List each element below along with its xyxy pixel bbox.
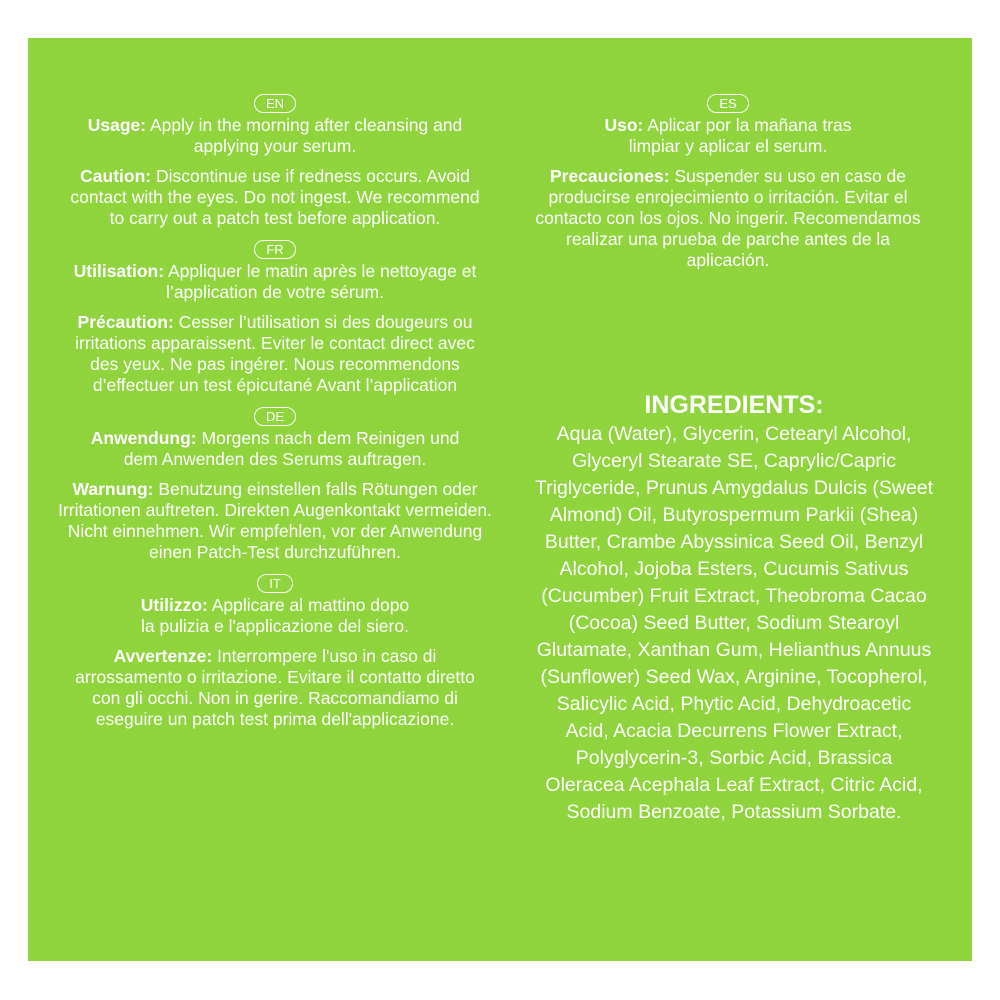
usage-fr <box>50 261 500 303</box>
caution-text-fr: Cesser l’utilisation si des dougeurs ou irritations apparaissent. Eviter le contact direct avec des yeux. Ne pas ingérer. Nous recommendons d’effectuer un test épicutané Avant l’application <box>75 312 475 395</box>
usage-label-de: Anwendung: <box>90 428 197 448</box>
right-column <box>528 92 928 280</box>
section-en <box>50 92 500 229</box>
section-es <box>528 92 928 271</box>
usage-label-it: Utilizzo: <box>140 595 208 615</box>
usage-text-it: Applicare al mattino dopo la pulizia e l'applicazione del siero. <box>141 595 410 636</box>
caution-label-fr: Précaution: <box>77 312 174 332</box>
ingredients-title: INGREDIENTS: <box>644 391 824 419</box>
usage-text-en: Apply in the morning after cleansing and applying your serum. <box>146 115 463 156</box>
caution-text-it: Interrompere l'uso in caso di arrossamento o irritazione. Evitare il contatto diretto con gli occhi. Non in gerire. Raccomandiamo di eseguire un patch test prima dell'applicazione. <box>75 646 475 729</box>
caution-label-it: Avvertenze: <box>113 646 213 666</box>
lang-badge-fr: FR <box>254 240 295 259</box>
lang-badge-es: ES <box>707 94 748 113</box>
lang-badge-de: DE <box>254 407 296 426</box>
ingredients-list: Aqua (Water), Glycerin, Cetearyl Alcohol, Glyceryl Stearate SE, Caprylic/Capric Triglyceride, Prunus Amygdalus Dulcis (Sweet Almond) Oil, Butyrospermum Parkii (Shea) Butter, Crambe Abyssinica Seed Oil, Benzyl Alcohol, Jojoba Esters, Cucumis Sativus (Cucumber) Fruit Extract, Theobroma Cacao (Cocoa) Seed Butter, Sodium Stearoyl Glutamate, Xanthan Gum, Helianthus Annuus (Sunflower) Seed Wax, Arginine, Tocopherol, Salicylic Acid, Phytic Acid, Dehydroacetic Acid, Acacia Decurrens Flower Extract, Polyglycerin-3, Sorbic Acid, Brassica Oleracea Acephala Leaf Extract, Citric Acid, Sodium Benzoate, Potassium Sorbate. <box>534 423 934 823</box>
usage-label-en: Usage: <box>87 115 147 135</box>
left-column <box>50 92 500 739</box>
section-fr <box>50 238 500 396</box>
ingredients-section <box>534 389 934 826</box>
usage-es <box>528 115 928 157</box>
packaging-panel <box>28 38 972 961</box>
usage-text-de: Morgens nach dem Reinigen und dem Anwenden des Serums auftragen. <box>123 428 460 469</box>
caution-text-en: Discontinue use if redness occurs. Avoid contact with the eyes. Do not ingest. We recommend to carry out a patch test before application. <box>70 166 480 228</box>
caution-text-de: Benutzung einstellen falls Rötungen oder Irritationen auftreten. Direkten Augenkontakt vermeiden. Nicht einnehmen. Wir empfehlen, vor der Anwendung einen Patch-Test durchzuführen. <box>58 479 492 562</box>
section-it <box>50 572 500 730</box>
section-de <box>50 405 500 563</box>
caution-de <box>50 479 500 563</box>
usage-en <box>50 115 500 157</box>
caution-text-es: Suspender su uso en caso de producirse enrojecimiento o irritación. Evitar el contacto con los ojos. No ingerir. Recomendamos realizar una prueba de parche antes de la aplicación. <box>535 166 921 270</box>
usage-label-es: Uso: <box>604 115 644 135</box>
caution-en <box>50 166 500 229</box>
usage-de <box>50 428 500 470</box>
usage-it <box>50 595 500 637</box>
usage-label-fr: Utilisation: <box>73 261 165 281</box>
lang-badge-it: IT <box>257 574 293 593</box>
caution-it <box>50 646 500 730</box>
caution-label-es: Precauciones: <box>549 166 670 186</box>
caution-label-en: Caution: <box>80 166 152 186</box>
caution-label-de: Warnung: <box>72 479 154 499</box>
caution-fr <box>50 312 500 396</box>
lang-badge-en: EN <box>254 94 296 113</box>
usage-text-es: Aplicar por la mañana tras limpiar y aplicar el serum. <box>628 115 852 156</box>
caution-es <box>528 166 928 271</box>
usage-text-fr: Appliquer le matin après le nettoyage et l’application de votre sérum. <box>164 261 477 302</box>
